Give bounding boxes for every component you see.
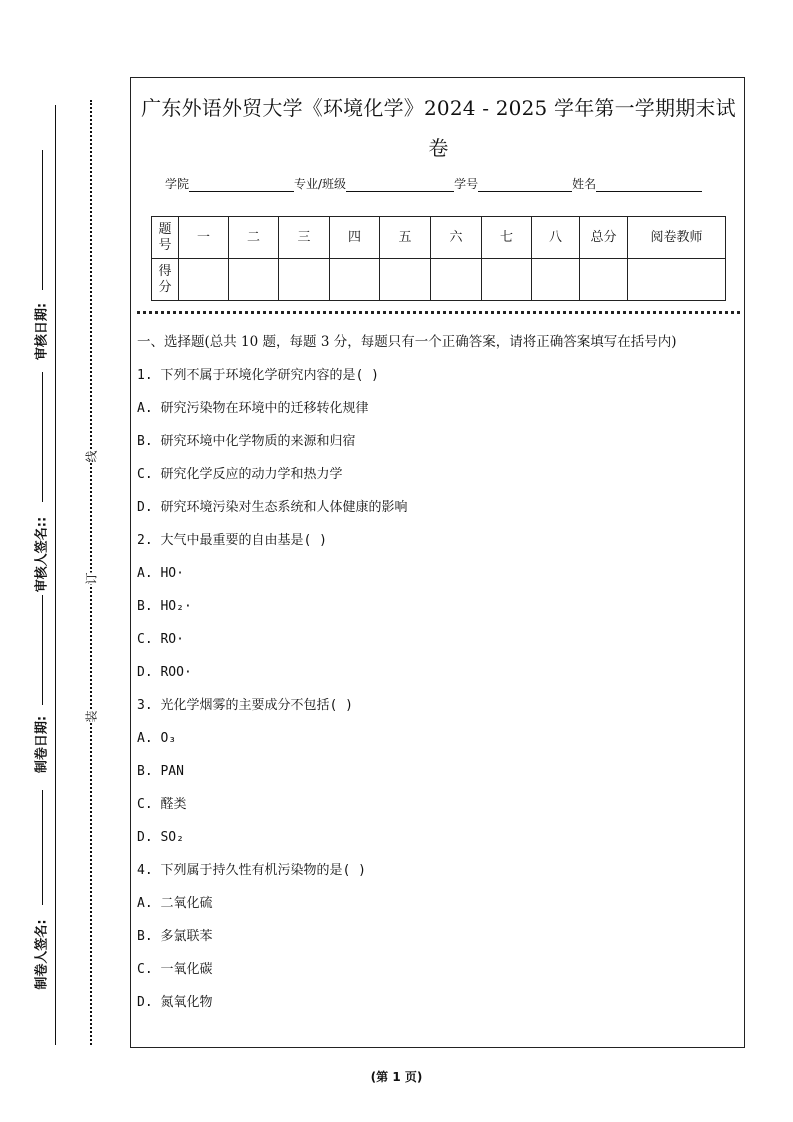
col-total: 总分 [580, 217, 628, 259]
col-3: 三 [279, 217, 330, 259]
col-8: 八 [532, 217, 580, 259]
student-info-row [165, 175, 702, 192]
option: A. HO· [137, 566, 184, 581]
option: B. PAN [137, 764, 184, 779]
student-id-label: 学号 [454, 177, 479, 191]
col-7: 七 [482, 217, 532, 259]
col-4: 四 [330, 217, 380, 259]
score-label: 得分 [152, 259, 179, 301]
question-number-label: 题号 [152, 217, 179, 259]
option: A. 研究污染物在环境中的迁移转化规律 [137, 401, 369, 416]
maker-sign-blank [42, 790, 43, 905]
make-date-label: 制卷日期: [34, 715, 50, 774]
score-table [151, 216, 726, 301]
question-stem: 4. 下列属于持久性有机污染物的是( ) [137, 863, 366, 878]
score-table-score-row [152, 259, 726, 301]
col-1: 一 [179, 217, 229, 259]
option: D. ROO· [137, 665, 192, 680]
review-date-blank [42, 150, 43, 290]
reviewer-sign-blank [42, 372, 43, 502]
col-grader: 阅卷教师 [628, 217, 726, 259]
grader-cell[interactable] [628, 259, 726, 301]
option: B. 研究环境中化学物质的来源和归宿 [137, 434, 356, 449]
score-cell[interactable] [482, 259, 532, 301]
col-6: 六 [431, 217, 482, 259]
option: D. 氮氧化物 [137, 995, 213, 1010]
make-date-blank [42, 595, 43, 705]
option: C. 一氧化碳 [137, 962, 213, 977]
score-table-header-row [152, 217, 726, 259]
score-cell[interactable] [380, 259, 431, 301]
col-5: 五 [380, 217, 431, 259]
questions-body [137, 331, 737, 1019]
page-number: (第 1 页) [370, 1070, 423, 1084]
option: C. 醛类 [137, 797, 187, 812]
option: D. SO₂ [137, 830, 184, 845]
college-blank[interactable] [189, 179, 294, 192]
college-label: 学院 [165, 177, 190, 191]
col-2: 二 [229, 217, 279, 259]
major-class-blank[interactable] [346, 179, 454, 192]
name-label: 姓名 [572, 177, 597, 191]
major-class-label: 专业/班级 [294, 177, 347, 191]
option: B. HO₂· [137, 599, 192, 614]
option: C. RO· [137, 632, 184, 647]
reviewer-sign-label: 审核人签名:: [34, 516, 50, 593]
score-cell[interactable] [279, 259, 330, 301]
exam-title: 广东外语外贸大学《环境化学》2024 - 2025 学年第一学期期末试卷 [141, 96, 736, 160]
score-cell[interactable] [431, 259, 482, 301]
binding-char-ding: 订 [84, 572, 99, 585]
score-cell[interactable] [580, 259, 628, 301]
score-cell[interactable] [179, 259, 229, 301]
option: A. O₃ [137, 731, 177, 746]
dotted-separator [137, 311, 740, 314]
binding-char-zhuang: 装 [84, 710, 99, 723]
option: B. 多氯联苯 [137, 929, 213, 944]
review-date-label: 审核日期: [34, 302, 50, 361]
student-id-blank[interactable] [478, 179, 572, 192]
exam-frame [130, 77, 745, 1048]
binding-char-line: 线 [84, 450, 99, 463]
score-cell[interactable] [330, 259, 380, 301]
option: D. 研究环境污染对生态系统和人体健康的影响 [137, 500, 408, 515]
question-stem: 2. 大气中最重要的自由基是( ) [137, 533, 327, 548]
maker-sign-label: 制卷人签名: [34, 919, 50, 990]
question-stem: 1. 下列不属于环境化学研究内容的是( ) [137, 368, 379, 383]
name-blank[interactable] [596, 179, 702, 192]
option: A. 二氧化硫 [137, 896, 213, 911]
score-cell[interactable] [532, 259, 580, 301]
option: C. 研究化学反应的动力学和热力学 [137, 467, 343, 482]
question-stem: 3. 光化学烟雾的主要成分不包括( ) [137, 698, 353, 713]
score-cell[interactable] [229, 259, 279, 301]
section-heading: 一、选择题(总共 10 题，每题 3 分，每题只有一个正确答案，请将正确答案填写在括号内) [137, 334, 677, 350]
binding-solid-line [55, 105, 56, 1045]
